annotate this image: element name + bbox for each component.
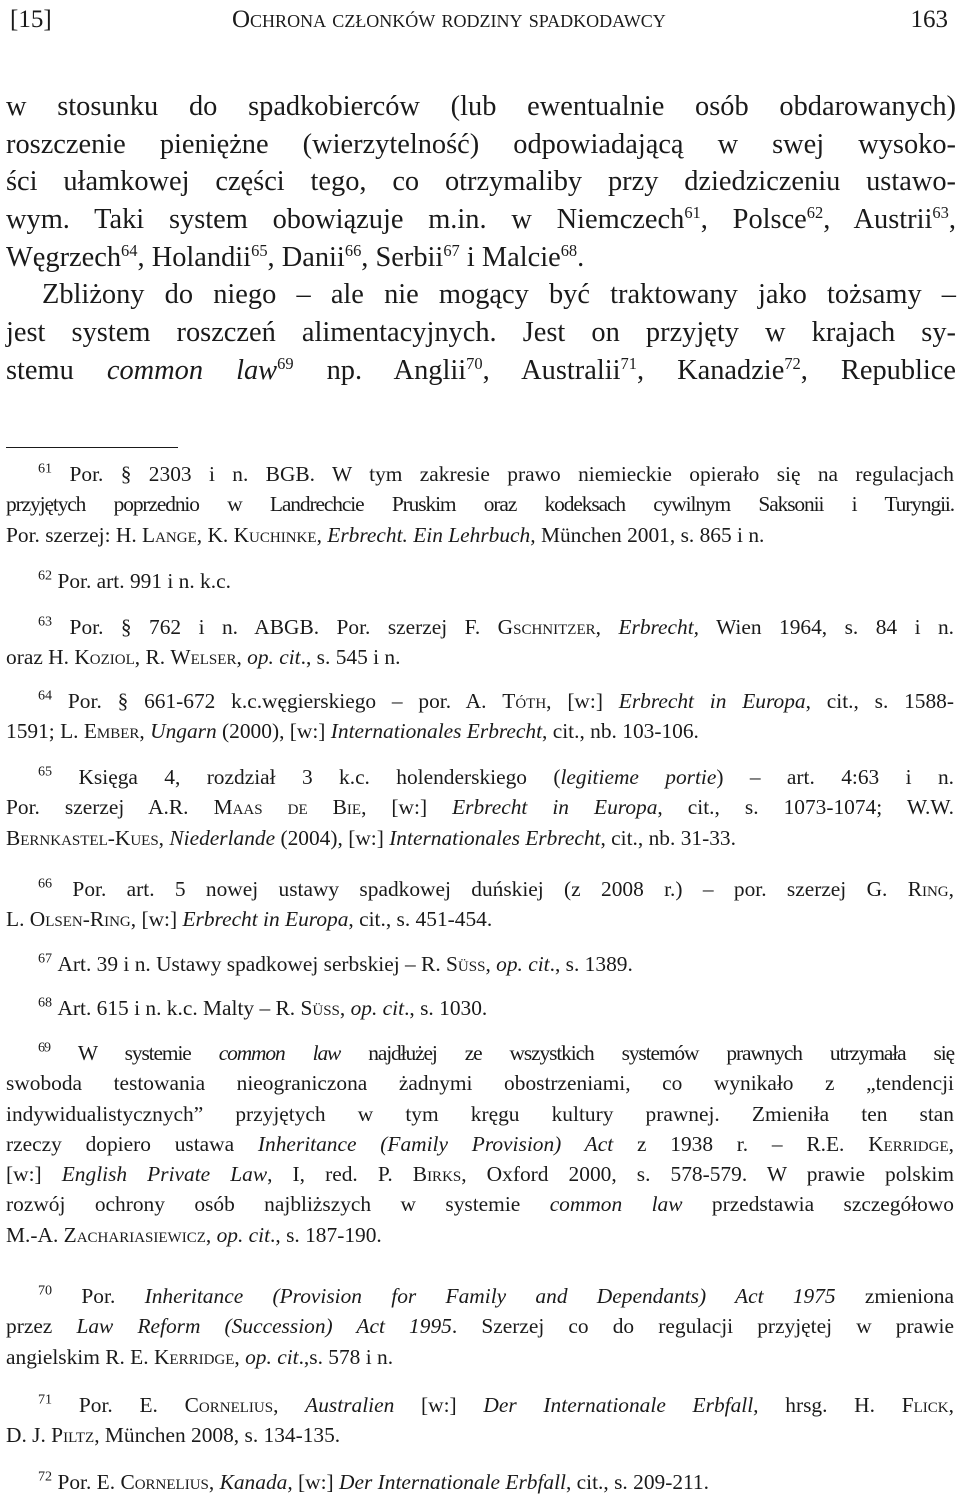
footnote-72 [6,1467,954,1497]
main-text [6,88,956,390]
body-line: jest system roszczeń alimentacyjnych. Jest on przyjęty w krajach sy- [6,317,956,349]
footnote-line: D. J. Piltz, München 2008, s. 134-135. [6,1423,341,1448]
footnote-separator [6,447,178,448]
footnote-line: $^{62}$ Por. art. 991 i n. k.c. [38,567,231,593]
footnote-67 [6,949,954,979]
body-line: ści ułamkowej części tego, co otrzymaliby przy dziedziczeniu ustawo- [6,166,956,198]
footnote-number: 71 [38,1391,53,1408]
footnote-70 [6,1281,954,1372]
footnote-line: przyjętych poprzednio w Landrechcie Pruskim oraz kodeksach cywilnym Saksonii i Turyngii. [6,492,954,517]
footnote-number: 69 [38,1039,50,1056]
footnote-line: [w:] English Private Law, I, red. P. Birks, Oxford 2000, s. 578-579. W prawie polskim [6,1162,954,1187]
footnote-number: 68 [38,994,53,1011]
footnote-line: Bernkastel-Kues, Niederlande (2004), [w:] Internationales Erbrecht, cit., nb. 31-33. [6,825,736,850]
body-line: Zbliżony do niego – ale nie mogący być traktowany jako tożsamy – [42,279,956,311]
footnote-62 [6,566,954,596]
footnote-number: 72 [38,1468,53,1485]
footnote-line: $^{71}$ Por. E. Cornelius, Australien [w:] Der Internationale Erbfall, hrsg. H. Flick, [38,1391,954,1417]
footnote-line: rzeczy dopiero ustawa Inheritance (Family Provision) Act z 1938 r. – R.E. Kerridge, [6,1131,954,1156]
footnote-number: 70 [38,1282,53,1299]
body-line: wym. Taki system obowiązuje m.in. w Niemczech$^{61}$, Polsce$^{62}$, Austrii$^{63}$, [6,202,956,236]
footnote-line: L. Olsen-Ring, [w:] Erbrecht in Europa, cit., s. 451-454. [6,907,493,932]
body-line: roszczenie pieniężne (wierzytelność) odpowiadającą w swej wysoko- [6,128,956,160]
footnote-number: 66 [38,875,53,892]
footnote-line: rozwój ochrony osób najbliższych w systemie common law przedstawia szczegółowo [6,1192,954,1217]
footnote-number: 67 [38,950,53,967]
footnote-61 [6,459,954,550]
running-title: Ochrona członków rodziny spadkodawcy [232,6,666,33]
footnote-line: indywidualistycznych” przyjętych w tym kręgu kultury prawnej. Zmieniła ten stan [6,1101,954,1126]
footnote-line: M.-A. Zachariasiewicz, op. cit., s. 187-190. [6,1222,382,1247]
footnote-line: swoboda testowania nieograniczona żadnymi obostrzeniami, co wynikało z „tendencji [6,1071,954,1096]
footnote-number: 62 [38,567,53,584]
footnote-line: $^{65}$ Księga 4, rozdział 3 k.c. holenderskiego (legitieme portie) – art. 4:63 i n. [38,763,954,789]
footnote-line: 1591; L. Ember, Ungarn (2000), [w:] Internationales Erbrecht, cit., nb. 103-106. [6,719,699,744]
page-ref: [15] [10,6,52,33]
footnote-number: 63 [38,613,53,630]
footnote-line: $^{72}$ Por. E. Cornelius, Kanada, [w:] Der Internationale Erbfall, cit., s. 209-211. [38,1468,709,1494]
footnote-line: $^{61}$ Por. § 2303 i n. BGB. W tym zakresie prawo niemieckie opierało się na regulacjach [38,460,954,486]
footnote-63 [6,612,954,673]
body-line: Węgrzech$^{64}$, Holandii$^{65}$, Danii$^{66}$, Serbii$^{67}$ i Malcie$^{68}$. [6,240,585,273]
footnote-line: angielskim R. E. Kerridge, op. cit.,s. 578 i n. [6,1344,394,1369]
footnote-number: 64 [38,687,53,704]
footnote-line: $^{66}$ Por. art. 5 nowej ustawy spadkowej duńskiej (z 2008 r.) – por. szerzej G. Ring, [38,875,954,901]
footnote-line: $^{67}$ Art. 39 i n. Ustawy spadkowej serbskiej – R. Süß, op. cit., s. 1389. [38,950,633,976]
footnote-line: Por. szerzej A.R. Maas de Bie, [w:] Erbrecht in Europa, cit., s. 1073-1074; W.W. [6,795,954,820]
footnote-69 [6,1038,954,1250]
footnote-68 [6,993,954,1023]
running-header [10,0,950,40]
footnote-number: 61 [38,460,53,477]
footnote-line: $^{68}$ Art. 615 i n. k.c. Malty – R. Süß, op. cit., s. 1030. [38,994,488,1020]
footnote-line: oraz H. Koziol, R. Welser, op. cit., s. 545 i n. [6,645,401,670]
footnote-number: 65 [38,763,53,780]
footnote-66 [6,874,954,935]
footnote-line: $^{63}$ Por. § 762 i n. ABGB. Por. szerzej F. Gschnitzer, Erbrecht, Wien 1964, s. 84 i n. [38,613,955,639]
footnote-64 [6,686,954,747]
footnote-line: Por. szerzej: H. Lange, K. Kuchinke, Erbrecht. Ein Lehrbuch, München 2001, s. 865 i n. [6,522,765,547]
body-line: w stosunku do spadkobierców (lub ewentualnie osób obdarowanych) [6,91,956,122]
footnote-line: $^{70}$ Por. Inheritance (Provision for Family and Dependants) Act 1975 zmieniona [38,1282,954,1308]
footnote-71 [6,1390,954,1451]
footnote-line: przez Law Reform (Succession) Act 1995. Szerzej co do regulacji przyjętej w prawie [6,1314,954,1339]
footnote-65 [6,762,954,853]
footnote-line: $^{64}$ Por. § 661-672 k.c.węgierskiego – por. A. Tóth, [w:] Erbrecht in Europa, cit., s. 1588- [38,687,954,713]
footnote-line: $^{69}$ W systemie common law najdłużej ze wszystkich systemów prawnych utrzymała się [38,1039,955,1065]
body-line: stemu common law$^{69}$ np. Anglii$^{70}$, Australii$^{71}$, Kanadzie$^{72}$, Republice [6,353,957,386]
page-number: 163 [910,6,948,33]
